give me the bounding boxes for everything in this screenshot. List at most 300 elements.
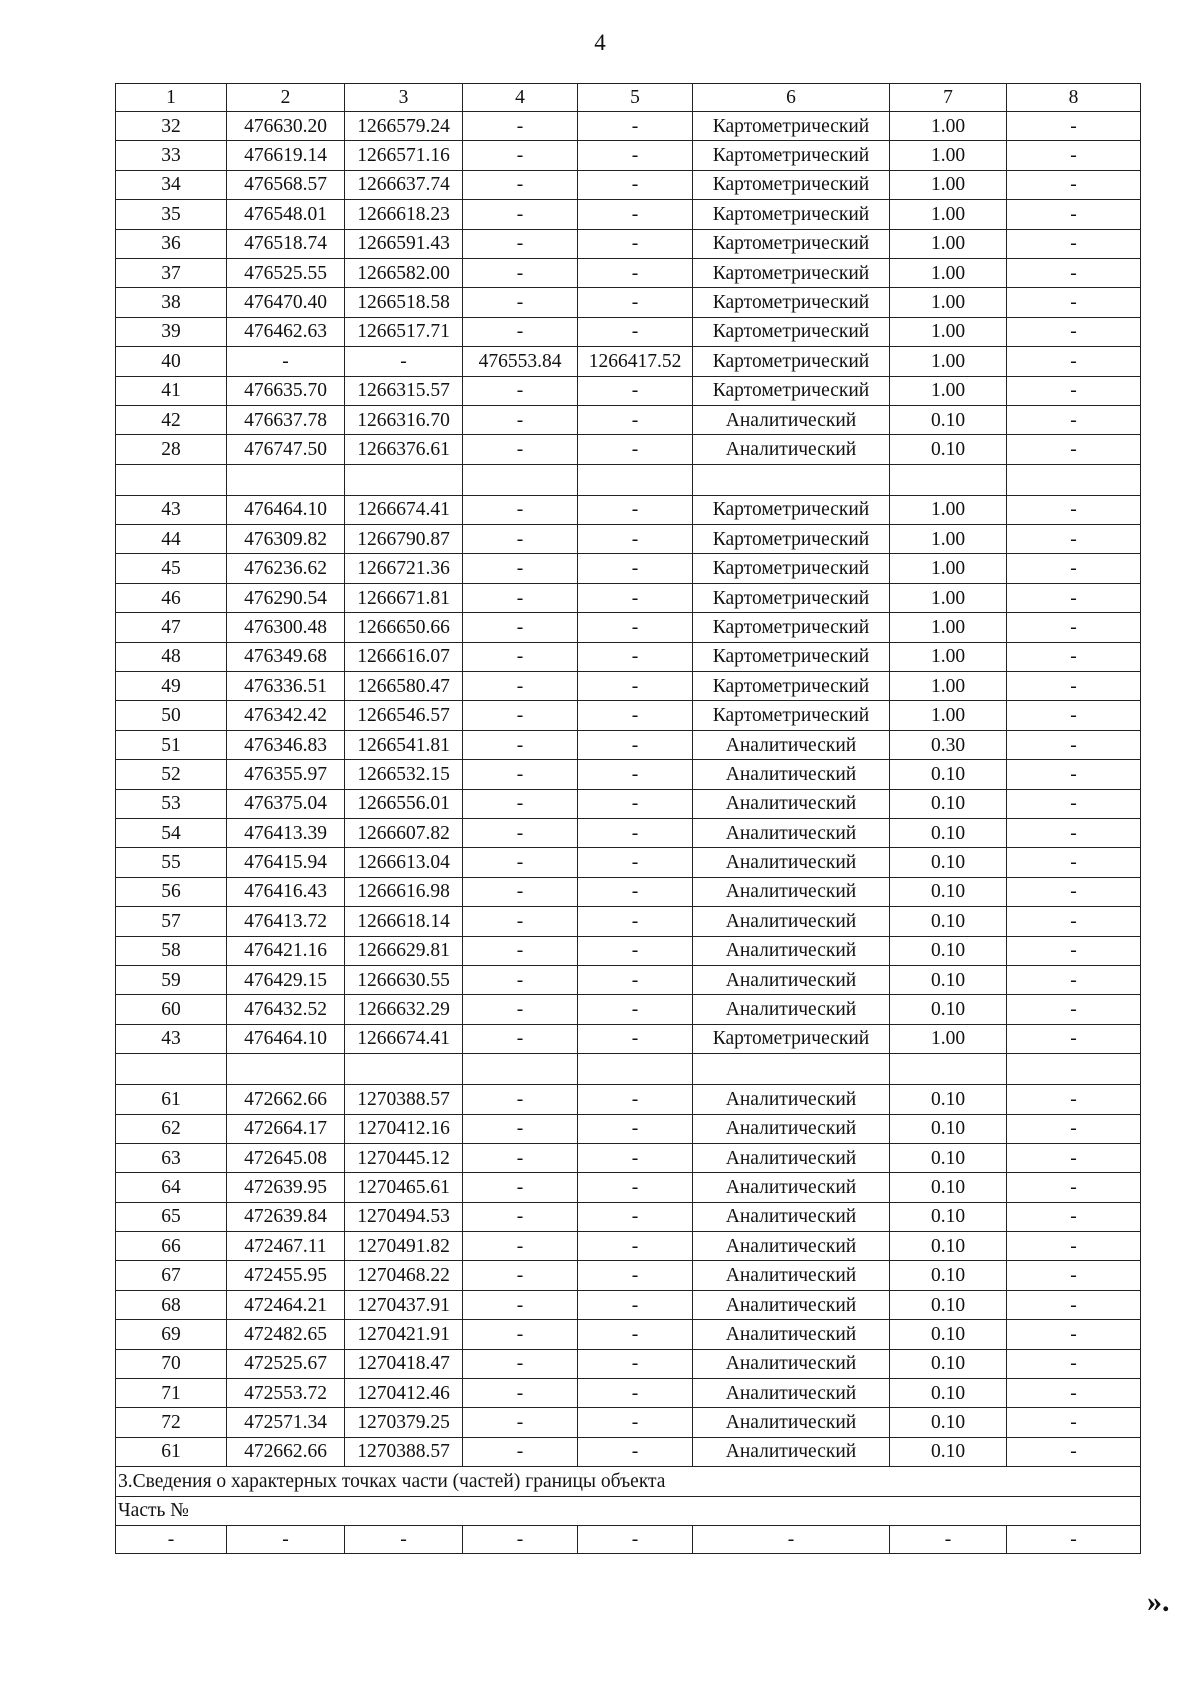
table-row	[116, 1085, 1141, 1114]
cell-col-3: 1266618.14	[345, 907, 463, 936]
final-cell-8: -	[1007, 1525, 1141, 1553]
table-row	[116, 995, 1141, 1024]
cell-col-4	[463, 1054, 578, 1085]
cell-col-1: 39	[116, 317, 227, 346]
cell-col-6: Аналитический	[693, 1085, 890, 1114]
cell-col-7: 1.00	[890, 141, 1007, 170]
cell-col-6: Аналитический	[693, 435, 890, 464]
cell-col-2: 476568.57	[227, 170, 345, 199]
cell-col-8: -	[1007, 907, 1141, 936]
cell-col-5: -	[578, 613, 693, 642]
cell-col-8: -	[1007, 405, 1141, 434]
cell-col-5: 1266417.52	[578, 347, 693, 376]
cell-col-4: -	[463, 1379, 578, 1408]
cell-col-7: 0.10	[890, 789, 1007, 818]
final-cell-2: -	[227, 1525, 345, 1553]
cell-col-8: -	[1007, 1408, 1141, 1437]
cell-col-2: 472467.11	[227, 1232, 345, 1261]
cell-col-2: 476619.14	[227, 141, 345, 170]
cell-col-6: Картометрический	[693, 613, 890, 642]
cell-col-3: 1266616.98	[345, 877, 463, 906]
cell-col-7: 1.00	[890, 288, 1007, 317]
table-row	[116, 965, 1141, 994]
cell-col-7: 1.00	[890, 170, 1007, 199]
cell-col-4: -	[463, 1261, 578, 1290]
cell-col-6: Картометрический	[693, 258, 890, 287]
cell-col-2: 476464.10	[227, 495, 345, 524]
final-cell-6: -	[693, 1525, 890, 1553]
cell-col-4: -	[463, 229, 578, 258]
table-row	[116, 376, 1141, 405]
cell-col-2: 472662.66	[227, 1437, 345, 1466]
cell-col-2: 476375.04	[227, 789, 345, 818]
part-label-row	[116, 1496, 1141, 1525]
cell-col-4: -	[463, 141, 578, 170]
cell-col-3: 1266556.01	[345, 789, 463, 818]
cell-col-4: -	[463, 112, 578, 141]
cell-col-4: -	[463, 760, 578, 789]
cell-col-3: 1270379.25	[345, 1408, 463, 1437]
cell-col-2	[227, 1054, 345, 1085]
cell-col-8: -	[1007, 170, 1141, 199]
final-cell-7: -	[890, 1525, 1007, 1553]
cell-col-6: Картометрический	[693, 376, 890, 405]
table-row	[116, 672, 1141, 701]
column-header-5: 5	[578, 84, 693, 112]
table-row	[116, 495, 1141, 524]
coordinates-table	[115, 83, 1141, 1554]
cell-col-8: -	[1007, 818, 1141, 847]
cell-col-3: -	[345, 347, 463, 376]
cell-col-4: -	[463, 170, 578, 199]
cell-col-8: -	[1007, 1143, 1141, 1172]
cell-col-8: -	[1007, 229, 1141, 258]
cell-col-7: 0.10	[890, 435, 1007, 464]
cell-col-7: 0.10	[890, 995, 1007, 1024]
cell-col-1: 58	[116, 936, 227, 965]
cell-col-5: -	[578, 1349, 693, 1378]
column-header-3: 3	[345, 84, 463, 112]
cell-col-3: 1266532.15	[345, 760, 463, 789]
column-header-1: 1	[116, 84, 227, 112]
cell-col-4: -	[463, 1024, 578, 1053]
cell-col-2: 472639.95	[227, 1173, 345, 1202]
cell-col-3: 1270445.12	[345, 1143, 463, 1172]
cell-col-8: -	[1007, 1114, 1141, 1143]
cell-col-2: 476336.51	[227, 672, 345, 701]
table-row	[116, 317, 1141, 346]
cell-col-5: -	[578, 435, 693, 464]
separator-row	[116, 464, 1141, 495]
cell-col-2: 472455.95	[227, 1261, 345, 1290]
cell-col-6: Аналитический	[693, 789, 890, 818]
cell-col-2: 476464.10	[227, 1024, 345, 1053]
cell-col-4: -	[463, 701, 578, 730]
cell-col-5: -	[578, 1202, 693, 1231]
cell-col-8: -	[1007, 1349, 1141, 1378]
cell-col-5: -	[578, 1379, 693, 1408]
column-header-2: 2	[227, 84, 345, 112]
cell-col-5: -	[578, 1024, 693, 1053]
cell-col-3: 1266376.61	[345, 435, 463, 464]
cell-col-5: -	[578, 1173, 693, 1202]
cell-col-7: 1.00	[890, 672, 1007, 701]
table-row	[116, 583, 1141, 612]
cell-col-7: 1.00	[890, 112, 1007, 141]
cell-col-3: 1266618.23	[345, 200, 463, 229]
cell-col-7: 1.00	[890, 525, 1007, 554]
cell-col-7: 0.10	[890, 848, 1007, 877]
cell-col-2: 476413.72	[227, 907, 345, 936]
cell-col-7: 1.00	[890, 200, 1007, 229]
cell-col-3: 1270412.16	[345, 1114, 463, 1143]
cell-col-8: -	[1007, 495, 1141, 524]
table-row	[116, 701, 1141, 730]
cell-col-6: Аналитический	[693, 995, 890, 1024]
cell-col-4: -	[463, 1085, 578, 1114]
cell-col-7: 1.00	[890, 701, 1007, 730]
cell-col-2: 476525.55	[227, 258, 345, 287]
cell-col-8: -	[1007, 200, 1141, 229]
table-row	[116, 288, 1141, 317]
column-header-8: 8	[1007, 84, 1141, 112]
cell-col-8: -	[1007, 435, 1141, 464]
cell-col-8: -	[1007, 789, 1141, 818]
cell-col-3: 1270388.57	[345, 1085, 463, 1114]
cell-col-4: -	[463, 730, 578, 759]
cell-col-4: -	[463, 583, 578, 612]
cell-col-8: -	[1007, 525, 1141, 554]
cell-col-5: -	[578, 907, 693, 936]
cell-col-1: 57	[116, 907, 227, 936]
table-row	[116, 141, 1141, 170]
table-body	[116, 84, 1141, 1554]
cell-col-2: 476747.50	[227, 435, 345, 464]
cell-col-1: 50	[116, 701, 227, 730]
cell-col-3: 1266580.47	[345, 672, 463, 701]
cell-col-6: Картометрический	[693, 583, 890, 612]
cell-col-1: 55	[116, 848, 227, 877]
cell-col-5: -	[578, 877, 693, 906]
cell-col-1: 47	[116, 613, 227, 642]
cell-col-3: 1270388.57	[345, 1437, 463, 1466]
cell-col-2: 472645.08	[227, 1143, 345, 1172]
cell-col-5: -	[578, 229, 693, 258]
cell-col-3: 1266650.66	[345, 613, 463, 642]
table-row	[116, 1290, 1141, 1319]
cell-col-6: Картометрический	[693, 642, 890, 671]
cell-col-4: -	[463, 525, 578, 554]
cell-col-8: -	[1007, 1024, 1141, 1053]
cell-col-1: 65	[116, 1202, 227, 1231]
cell-col-6: Аналитический	[693, 1232, 890, 1261]
cell-col-8	[1007, 1054, 1141, 1085]
cell-col-5: -	[578, 288, 693, 317]
cell-col-8: -	[1007, 583, 1141, 612]
cell-col-6: Аналитический	[693, 1437, 890, 1466]
cell-col-7: 0.10	[890, 1173, 1007, 1202]
cell-col-6: Картометрический	[693, 1024, 890, 1053]
cell-col-3: 1270437.91	[345, 1290, 463, 1319]
cell-col-3: 1266629.81	[345, 936, 463, 965]
cell-col-1: 48	[116, 642, 227, 671]
table-row	[116, 1349, 1141, 1378]
cell-col-1: 61	[116, 1437, 227, 1466]
cell-col-8	[1007, 464, 1141, 495]
cell-col-6: Аналитический	[693, 1290, 890, 1319]
cell-col-4: -	[463, 1408, 578, 1437]
cell-col-5: -	[578, 1261, 693, 1290]
closing-quote: ».	[1147, 1585, 1170, 1618]
cell-col-8: -	[1007, 258, 1141, 287]
cell-col-6: Картометрический	[693, 495, 890, 524]
cell-col-2: 476290.54	[227, 583, 345, 612]
cell-col-7: 0.10	[890, 1290, 1007, 1319]
cell-col-6: Аналитический	[693, 405, 890, 434]
separator-row	[116, 1054, 1141, 1085]
cell-col-7: 0.10	[890, 1379, 1007, 1408]
cell-col-3: 1270421.91	[345, 1320, 463, 1349]
table-row	[116, 877, 1141, 906]
cell-col-7: 1.00	[890, 554, 1007, 583]
cell-col-3: 1266546.57	[345, 701, 463, 730]
cell-col-2: 476236.62	[227, 554, 345, 583]
cell-col-3: 1270412.46	[345, 1379, 463, 1408]
cell-col-3: 1270468.22	[345, 1261, 463, 1290]
cell-col-6: Аналитический	[693, 1173, 890, 1202]
cell-col-7: 0.30	[890, 730, 1007, 759]
cell-col-3: 1266591.43	[345, 229, 463, 258]
cell-col-5: -	[578, 200, 693, 229]
cell-col-1: 43	[116, 495, 227, 524]
cell-col-4: -	[463, 200, 578, 229]
cell-col-1: 41	[116, 376, 227, 405]
cell-col-1: 37	[116, 258, 227, 287]
cell-col-4: -	[463, 848, 578, 877]
cell-col-5: -	[578, 258, 693, 287]
cell-col-5: -	[578, 701, 693, 730]
cell-col-6: Аналитический	[693, 965, 890, 994]
cell-col-4: -	[463, 672, 578, 701]
cell-col-7: 0.10	[890, 936, 1007, 965]
cell-col-3: 1266518.58	[345, 288, 463, 317]
cell-col-5: -	[578, 583, 693, 612]
cell-col-6: Аналитический	[693, 730, 890, 759]
final-cell-3: -	[345, 1525, 463, 1553]
cell-col-1: 63	[116, 1143, 227, 1172]
cell-col-8: -	[1007, 112, 1141, 141]
cell-col-1: 35	[116, 200, 227, 229]
cell-col-2: 476637.78	[227, 405, 345, 434]
cell-col-6: Картометрический	[693, 200, 890, 229]
cell-col-8: -	[1007, 848, 1141, 877]
cell-col-7: 0.10	[890, 877, 1007, 906]
cell-col-1: 36	[116, 229, 227, 258]
cell-col-8: -	[1007, 1232, 1141, 1261]
table-row	[116, 1408, 1141, 1437]
cell-col-7: 1.00	[890, 583, 1007, 612]
cell-col-3: 1266613.04	[345, 848, 463, 877]
table-row	[116, 848, 1141, 877]
cell-col-7: 1.00	[890, 258, 1007, 287]
cell-col-5: -	[578, 1114, 693, 1143]
cell-col-3: 1270418.47	[345, 1349, 463, 1378]
cell-col-6: Картометрический	[693, 317, 890, 346]
cell-col-1: 56	[116, 877, 227, 906]
cell-col-1: 64	[116, 1173, 227, 1202]
cell-col-8: -	[1007, 1202, 1141, 1231]
cell-col-8: -	[1007, 1320, 1141, 1349]
cell-col-6: Аналитический	[693, 1408, 890, 1437]
cell-col-3: 1270491.82	[345, 1232, 463, 1261]
cell-col-2: 476462.63	[227, 317, 345, 346]
cell-col-7: 0.10	[890, 1320, 1007, 1349]
cell-col-7: 0.10	[890, 965, 1007, 994]
cell-col-2: 476415.94	[227, 848, 345, 877]
cell-col-8: -	[1007, 1290, 1141, 1319]
table-row	[116, 200, 1141, 229]
final-row	[116, 1525, 1141, 1553]
cell-col-2: 472664.17	[227, 1114, 345, 1143]
cell-col-3: 1270494.53	[345, 1202, 463, 1231]
cell-col-3	[345, 1054, 463, 1085]
cell-col-1: 71	[116, 1379, 227, 1408]
cell-col-6: Аналитический	[693, 1114, 890, 1143]
cell-col-4: -	[463, 1349, 578, 1378]
cell-col-5: -	[578, 317, 693, 346]
cell-col-2: 472553.72	[227, 1379, 345, 1408]
table-row	[116, 1261, 1141, 1290]
cell-col-1	[116, 1054, 227, 1085]
final-cell-4: -	[463, 1525, 578, 1553]
table-row	[116, 435, 1141, 464]
page-number: 4	[594, 30, 606, 55]
cell-col-7: 0.10	[890, 907, 1007, 936]
cell-col-6: Картометрический	[693, 701, 890, 730]
cell-col-4: -	[463, 877, 578, 906]
cell-col-1: 72	[116, 1408, 227, 1437]
cell-col-6: Аналитический	[693, 818, 890, 847]
cell-col-4: -	[463, 907, 578, 936]
cell-col-4: -	[463, 317, 578, 346]
cell-col-6: Аналитический	[693, 907, 890, 936]
cell-col-8: -	[1007, 141, 1141, 170]
cell-col-8: -	[1007, 1261, 1141, 1290]
cell-col-1: 52	[116, 760, 227, 789]
cell-col-3: 1266637.74	[345, 170, 463, 199]
table-row	[116, 405, 1141, 434]
cell-col-5: -	[578, 112, 693, 141]
cell-col-4: -	[463, 642, 578, 671]
cell-col-8: -	[1007, 965, 1141, 994]
cell-col-7: 1.00	[890, 317, 1007, 346]
cell-col-2: 476413.39	[227, 818, 345, 847]
table-row	[116, 525, 1141, 554]
cell-col-1: 67	[116, 1261, 227, 1290]
cell-col-5: -	[578, 525, 693, 554]
cell-col-2: 472662.66	[227, 1085, 345, 1114]
cell-col-7: 0.10	[890, 1143, 1007, 1172]
cell-col-4: -	[463, 936, 578, 965]
cell-col-1: 45	[116, 554, 227, 583]
cell-col-7: 1.00	[890, 376, 1007, 405]
cell-col-8: -	[1007, 730, 1141, 759]
cell-col-5: -	[578, 672, 693, 701]
cell-col-4: -	[463, 789, 578, 818]
cell-col-1: 33	[116, 141, 227, 170]
cell-col-1: 70	[116, 1349, 227, 1378]
cell-col-4: -	[463, 1173, 578, 1202]
cell-col-7: 0.10	[890, 1202, 1007, 1231]
cell-col-6: Аналитический	[693, 1143, 890, 1172]
cell-col-8: -	[1007, 760, 1141, 789]
cell-col-7: 1.00	[890, 347, 1007, 376]
column-header-4: 4	[463, 84, 578, 112]
cell-col-4: -	[463, 1202, 578, 1231]
cell-col-6	[693, 464, 890, 495]
cell-col-5: -	[578, 1143, 693, 1172]
cell-col-3: 1266607.82	[345, 818, 463, 847]
cell-col-5: -	[578, 170, 693, 199]
cell-col-3: 1266315.57	[345, 376, 463, 405]
cell-col-1: 43	[116, 1024, 227, 1053]
cell-col-6: Картометрический	[693, 170, 890, 199]
cell-col-5: -	[578, 789, 693, 818]
final-cell-1: -	[116, 1525, 227, 1553]
table-row	[116, 760, 1141, 789]
table-row	[116, 1379, 1141, 1408]
cell-col-1: 42	[116, 405, 227, 434]
cell-col-1: 46	[116, 583, 227, 612]
cell-col-2: 472639.84	[227, 1202, 345, 1231]
cell-col-6: Картометрический	[693, 347, 890, 376]
table-row	[116, 730, 1141, 759]
cell-col-6: Аналитический	[693, 1349, 890, 1378]
cell-col-5: -	[578, 554, 693, 583]
cell-col-5: -	[578, 141, 693, 170]
cell-col-4: -	[463, 554, 578, 583]
cell-col-8: -	[1007, 936, 1141, 965]
cell-col-7: 0.10	[890, 1349, 1007, 1378]
cell-col-6: Картометрический	[693, 672, 890, 701]
table-row	[116, 1024, 1141, 1053]
cell-col-4: -	[463, 995, 578, 1024]
cell-col-5: -	[578, 1408, 693, 1437]
cell-col-2: 472571.34	[227, 1408, 345, 1437]
table-row	[116, 1173, 1141, 1202]
cell-col-4: -	[463, 376, 578, 405]
cell-col-1	[116, 464, 227, 495]
table-row	[116, 789, 1141, 818]
cell-col-6: Аналитический	[693, 877, 890, 906]
cell-col-8: -	[1007, 317, 1141, 346]
cell-col-6: Аналитический	[693, 1202, 890, 1231]
cell-col-2: 476630.20	[227, 112, 345, 141]
cell-col-6: Картометрический	[693, 554, 890, 583]
cell-col-5: -	[578, 730, 693, 759]
cell-col-5: -	[578, 995, 693, 1024]
cell-col-7: 1.00	[890, 613, 1007, 642]
cell-col-8: -	[1007, 995, 1141, 1024]
cell-col-7	[890, 1054, 1007, 1085]
cell-col-7: 0.10	[890, 760, 1007, 789]
cell-col-5: -	[578, 642, 693, 671]
cell-col-7: 0.10	[890, 405, 1007, 434]
cell-col-4: -	[463, 435, 578, 464]
cell-col-1: 60	[116, 995, 227, 1024]
cell-col-6: Картометрический	[693, 112, 890, 141]
cell-col-6	[693, 1054, 890, 1085]
